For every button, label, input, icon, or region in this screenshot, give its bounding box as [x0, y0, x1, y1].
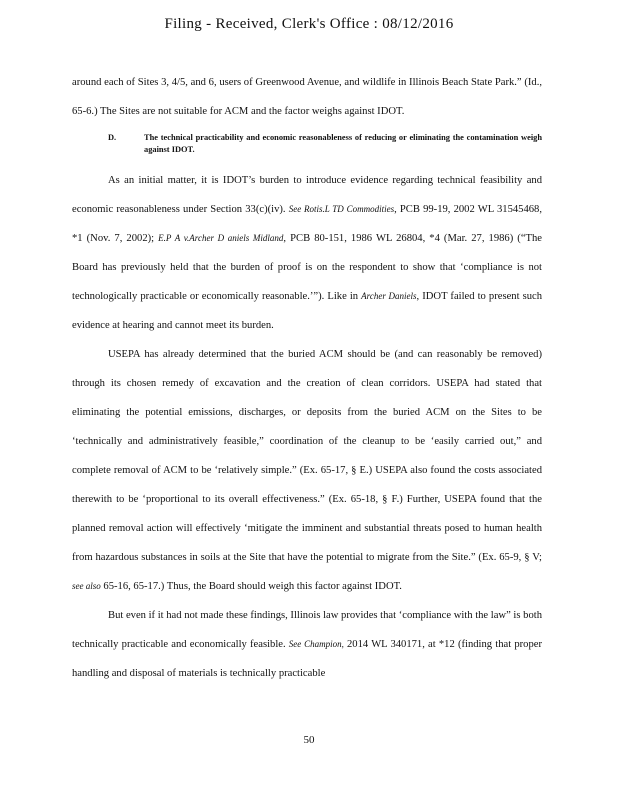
text-run: , IDOT failed to present such evidence at hearing and cannot meet its burden.: [72, 291, 543, 331]
document-body: [72, 68, 542, 688]
text-run: As an initial matter, it is IDOT’s burden to introduce evidence regarding technical feasibility and economic reasonableness under Section 33(c)(iv).: [72, 175, 542, 215]
filing-header: Filing - Received, Clerk's Office : 08/12/2016: [164, 16, 454, 32]
paragraph-continuation: around each of Sites 3, 4/5, and 6, users of Greenwood Avenue, and wildlife in Illinois Beach State Park.” (Id., 65-6.) The Sites are not suitable for ACM and the factor weighs against IDOT.: [72, 77, 542, 117]
case-citation: See Rotis.L TD Commodities: [288, 204, 395, 214]
section-heading: [72, 132, 542, 156]
page-number: 50: [303, 734, 315, 746]
paragraph-illinois-law: [72, 601, 542, 688]
text-run: , PCB 80-151, 1986 WL 26804, *4 (Mar. 27, 1986) (“The Board has previously held that the burden of proof is on the respondent to show that ‘compliance is not technologically practicable or economically reasonable.’”). Like in: [72, 233, 542, 302]
paragraph-burden: [72, 166, 542, 340]
text-run: 65-16, 65-17.) Thus, the Board should weigh this factor against IDOT.: [100, 581, 402, 592]
text-run: USEPA has already determined that the buried ACM should be (and can reasonably be removed) through its chosen remedy of excavation and the creation of clean corridors. USEPA had stated that eliminating the potential emissions, discharges, or deposits from the buried ACM on the Sites to be ‘technically and administratively feasible,” coordination of the cleanup to be ‘easily carried out,” and complete removal of ACM to be ‘relatively simple.” (Ex. 65-17, § E.) USEPA also found the costs associated therewith to be ‘proportional to its overall effectiveness.” (Ex. 65-18, § F.) Further, USEPA found that the planned removal action will effectively ‘mitigate the imminent and substantial threats posed to human health from hazardous substances in soils at the Site that have the potential to migrate from the Site.” (Ex. 65-9, § V;: [72, 349, 542, 563]
section-heading-number: D.: [108, 133, 117, 142]
paragraph-usepa: [72, 340, 542, 601]
text-run: But even if it had not made these findings, Illinois law provides that ‘compliance with the law” is both technically practicable and economically feasible.: [72, 610, 542, 650]
text-run: , PCB 99-19, 2002 WL 31545468, *1 (Nov. 7, 2002);: [72, 204, 543, 244]
case-citation: See Champion,: [288, 639, 344, 649]
signal-citation: see also: [72, 581, 101, 591]
text-run: 2014 WL 340171, at *12 (finding that proper handling and disposal of materials is technically practicable: [72, 639, 542, 679]
case-citation: Archer Daniels: [361, 291, 417, 301]
case-citation: E.P A v.Archer D aniels Midland: [158, 233, 284, 243]
section-heading-text: The technical practicability and economic reasonableness of reducing or eliminating the contamination weigh against IDOT.: [144, 133, 542, 154]
